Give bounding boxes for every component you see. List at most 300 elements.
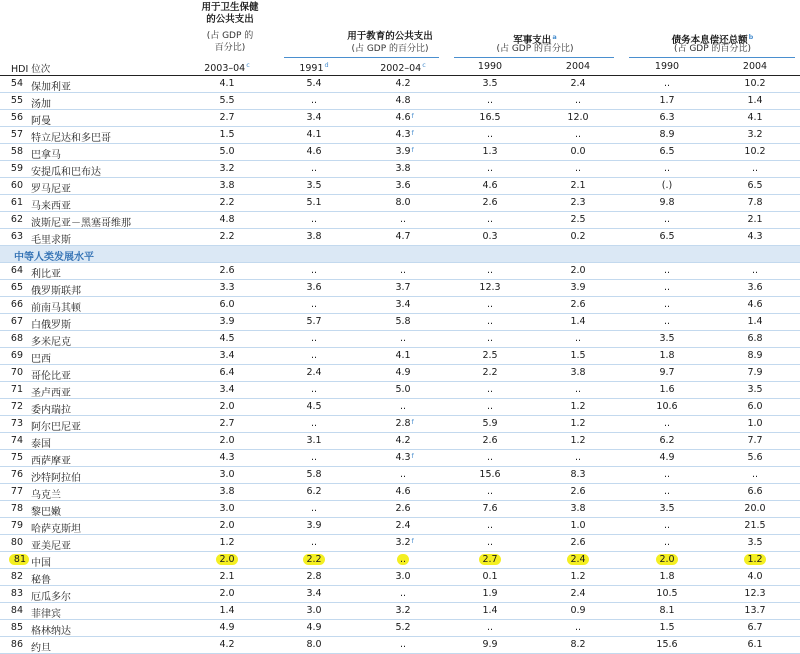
health-sub: [195, 30, 265, 54]
value: 1.4: [482, 605, 498, 616]
value: 6.6: [747, 486, 763, 497]
value-cell: [470, 537, 510, 548]
value: 3.5: [747, 537, 763, 548]
value-cell: [647, 197, 687, 208]
mil-group-line: [454, 57, 614, 58]
value-cell: [647, 231, 687, 242]
hdi-rank: 63: [10, 231, 23, 242]
value: 2.2: [219, 197, 235, 208]
debt-sub: (占 GDP 的百分比): [673, 44, 752, 54]
value-cell: [558, 588, 598, 599]
year-note: c: [246, 61, 250, 69]
value-cell: [558, 503, 598, 514]
hdi-rank: 77: [10, 486, 23, 497]
value: ..: [399, 639, 407, 650]
value: 4.9: [219, 622, 235, 633]
value: 6.2: [306, 486, 322, 497]
value: 3.0: [219, 503, 235, 514]
value: 4.2: [395, 78, 411, 89]
value-cell: [735, 129, 775, 140]
value-cell: [735, 146, 775, 157]
table-row: [0, 569, 800, 586]
value: 2.6: [570, 486, 586, 497]
table-row: [0, 603, 800, 620]
value: ..: [310, 333, 318, 344]
value-cell: [470, 282, 510, 293]
value-cell: [294, 197, 334, 208]
value: 15.6: [656, 639, 678, 650]
hdi-rank: 65: [10, 282, 23, 293]
hdi-rank: 56: [10, 112, 23, 123]
hdi-rank: 86: [10, 639, 23, 650]
value: 2.2: [482, 367, 498, 378]
value: 1.6: [659, 384, 675, 395]
value-cell: [558, 78, 598, 89]
value: ..: [486, 384, 494, 395]
value: 2.0: [216, 554, 237, 565]
value-cell: [647, 401, 687, 412]
value-cell: [558, 146, 598, 157]
value: 3.6: [306, 282, 322, 293]
value-cell: [558, 214, 598, 225]
value: 2.5: [482, 350, 498, 361]
value-cell: [647, 503, 687, 514]
debt-title-text: 债务本息偿还总额: [671, 35, 748, 46]
country-name: 罗马尼亚: [31, 184, 71, 195]
value-cell: [383, 418, 423, 429]
debt-note: b: [748, 33, 754, 41]
table-row: [0, 348, 800, 365]
value-cell: [558, 129, 598, 140]
hdi-rank: 57: [10, 129, 23, 140]
value-cell: [294, 469, 334, 480]
value-cell: [558, 571, 598, 582]
value: 4.6: [747, 299, 763, 310]
value-cell: [294, 180, 334, 191]
value-cell: [383, 588, 423, 599]
value: 3.2: [395, 605, 411, 616]
table-row: [0, 76, 800, 93]
table-row: [0, 93, 800, 110]
value: ..: [574, 163, 582, 174]
mil-note: a: [552, 33, 557, 41]
value: 4.5: [306, 401, 322, 412]
value: 6.7: [747, 622, 763, 633]
value: 4.9: [659, 452, 675, 463]
value: ..: [310, 95, 318, 106]
value-cell: [647, 537, 687, 548]
value: ..: [486, 537, 494, 548]
value-cell: [735, 401, 775, 412]
table-row: [0, 535, 800, 552]
value: 3.5: [482, 78, 498, 89]
value: ..: [310, 299, 318, 310]
table-row: [0, 161, 800, 178]
value: ..: [663, 520, 671, 531]
country-name: 安提瓜和巴布达: [31, 167, 101, 178]
value-cell: [558, 384, 598, 395]
value-cell: [383, 469, 423, 480]
value-cell: [470, 605, 510, 616]
value-cell: [735, 588, 775, 599]
value-cell: [470, 231, 510, 242]
value: 5.5: [219, 95, 235, 106]
value-cell: [735, 571, 775, 582]
value-cell: [470, 452, 510, 463]
country-name: 前南马其顿: [31, 303, 81, 314]
country-name: 亚美尼亚: [31, 541, 71, 552]
value: 4.6: [482, 180, 498, 191]
value-cell: [647, 350, 687, 361]
health-title: [195, 2, 265, 26]
value-cell: [207, 265, 247, 276]
value-cell: [207, 299, 247, 310]
table-row: [0, 365, 800, 382]
year-header: [284, 61, 344, 74]
value-cell: [647, 554, 687, 565]
value: 1.5: [570, 350, 586, 361]
value: 4.1: [747, 112, 763, 123]
value-cell: [294, 435, 334, 446]
hdi-rank: 73: [10, 418, 23, 429]
value: ..: [574, 129, 582, 140]
value-cell: [294, 163, 334, 174]
country-name: 黎巴嫩: [31, 507, 61, 518]
value: ..: [751, 469, 759, 480]
country-name: 多米尼克: [31, 337, 71, 348]
value-cell: [207, 639, 247, 650]
value: ..: [399, 333, 407, 344]
value: 5.4: [306, 78, 322, 89]
country-name: 波斯尼亚－黑塞哥维那: [31, 218, 131, 229]
value-cell: [383, 622, 423, 633]
country-name: 约旦: [31, 643, 51, 654]
value: 1.4: [747, 95, 763, 106]
table-row: [0, 450, 800, 467]
value: 12.3: [479, 282, 501, 293]
table-row: [0, 280, 800, 297]
value: 1.9: [482, 588, 498, 599]
value-cell: [470, 486, 510, 497]
value-cell: [383, 435, 423, 446]
value-cell: [735, 316, 775, 327]
value-cell: [470, 401, 510, 412]
value-cell: [294, 639, 334, 650]
value: ..: [486, 486, 494, 497]
value: 2.0: [656, 554, 677, 565]
edu-group-line: [284, 57, 439, 58]
value: ..: [663, 418, 671, 429]
value: ..: [751, 265, 759, 276]
value-cell: [647, 78, 687, 89]
value-cell: [294, 622, 334, 633]
value: 6.2: [659, 435, 675, 446]
year-label: 2004: [565, 61, 591, 72]
country-name: 秘鲁: [31, 575, 51, 586]
value: 4.6: [395, 486, 411, 497]
year-header: [197, 61, 257, 74]
value: ..: [310, 163, 318, 174]
value-cell: [470, 78, 510, 89]
value: 3.2: [747, 129, 763, 140]
value: 1.4: [747, 316, 763, 327]
value: 4.3: [747, 231, 763, 242]
value: ..: [486, 129, 494, 140]
hdi-rank: 67: [10, 316, 23, 327]
value: 3.7: [395, 282, 411, 293]
value: 3.2: [395, 537, 411, 548]
value: 3.4: [306, 112, 322, 123]
value: 4.3: [395, 452, 411, 463]
value-cell: [294, 452, 334, 463]
value-cell: [735, 384, 775, 395]
value: 12.0: [567, 112, 589, 123]
value-cell: [735, 112, 775, 123]
footnote-mark: f: [411, 146, 414, 154]
value-cell: [383, 316, 423, 327]
table-row: [0, 637, 800, 654]
country-name: 白俄罗斯: [31, 320, 71, 331]
value: 6.1: [747, 639, 763, 650]
year-label: 1991: [299, 63, 324, 74]
value-cell: [647, 180, 687, 191]
value: 2.4: [570, 78, 586, 89]
value: 2.8: [306, 571, 322, 582]
value: 5.0: [219, 146, 235, 157]
value: 3.8: [395, 163, 411, 174]
value: 1.2: [744, 554, 765, 565]
value-cell: [558, 265, 598, 276]
table-row: [0, 518, 800, 535]
country-name: 马来西亚: [31, 201, 71, 212]
hdi-rank: 59: [10, 163, 23, 174]
value: 6.0: [219, 299, 235, 310]
value-cell: [207, 588, 247, 599]
section-title: 中等人类发展水平: [14, 252, 94, 263]
country-name: 委内瑞拉: [31, 405, 71, 416]
value: 2.6: [482, 435, 498, 446]
value: 1.0: [747, 418, 763, 429]
value-cell: [207, 503, 247, 514]
hdi-rank: 80: [10, 537, 23, 548]
hdi-rank: 68: [10, 333, 23, 344]
table-row: [0, 212, 800, 229]
value-cell: [294, 605, 334, 616]
value-cell: [470, 350, 510, 361]
hdi-rank: 75: [10, 452, 23, 463]
value: 16.5: [479, 112, 501, 123]
value: ..: [397, 554, 409, 565]
value: 2.2: [303, 554, 324, 565]
value-cell: [647, 571, 687, 582]
value: ..: [663, 316, 671, 327]
value: 6.8: [747, 333, 763, 344]
table-row: [0, 552, 800, 569]
value-cell: [383, 486, 423, 497]
value-cell: [383, 350, 423, 361]
value-cell: [383, 503, 423, 514]
value-cell: [558, 95, 598, 106]
country-name: 哈萨克斯坦: [31, 524, 81, 535]
value-cell: [207, 333, 247, 344]
value: 2.8: [395, 418, 411, 429]
value-cell: [647, 146, 687, 157]
hdi-rank: 79: [10, 520, 23, 531]
value-cell: [383, 537, 423, 548]
value: 3.9: [306, 520, 322, 531]
value-cell: [470, 146, 510, 157]
value-cell: [207, 282, 247, 293]
value-cell: [647, 452, 687, 463]
value: 3.8: [219, 486, 235, 497]
table-row: [0, 314, 800, 331]
hdi-rank: 54: [10, 78, 23, 89]
value-cell: [735, 163, 775, 174]
value: 2.5: [570, 214, 586, 225]
value: ..: [486, 452, 494, 463]
value-cell: [294, 588, 334, 599]
country-name: 菲律宾: [31, 609, 61, 620]
value-cell: [558, 112, 598, 123]
health-sub-line2: 百分比): [214, 43, 246, 53]
table-row: [0, 620, 800, 637]
value: 3.0: [219, 469, 235, 480]
value-cell: [294, 214, 334, 225]
value-cell: [647, 299, 687, 310]
value-cell: [207, 537, 247, 548]
value-cell: [207, 231, 247, 242]
value: ..: [310, 265, 318, 276]
value: 8.1: [659, 605, 675, 616]
value-cell: [558, 231, 598, 242]
value-cell: [470, 299, 510, 310]
value-cell: [735, 554, 775, 565]
value: ..: [486, 265, 494, 276]
value-cell: [294, 503, 334, 514]
value-cell: [470, 418, 510, 429]
value: 5.2: [395, 622, 411, 633]
value-cell: [294, 146, 334, 157]
value: 12.3: [744, 588, 766, 599]
value: 9.7: [659, 367, 675, 378]
value-cell: [647, 520, 687, 531]
value-cell: [383, 639, 423, 650]
hdi-rank: 62: [10, 214, 23, 225]
year-label: 2004: [742, 61, 768, 72]
value-cell: [207, 214, 247, 225]
country-name: 格林纳达: [31, 626, 71, 637]
value: ..: [310, 537, 318, 548]
value: 4.7: [395, 231, 411, 242]
value: 3.5: [659, 333, 675, 344]
value: 5.1: [306, 197, 322, 208]
health-sub-line1: (占 GDP 的: [206, 31, 254, 41]
value-cell: [470, 639, 510, 650]
value: 20.0: [744, 503, 766, 514]
value: 3.8: [570, 367, 586, 378]
value-cell: [647, 639, 687, 650]
value-cell: [383, 112, 423, 123]
value-cell: [383, 299, 423, 310]
value: 6.5: [659, 231, 675, 242]
value: 2.4: [395, 520, 411, 531]
country-name: 乌克兰: [31, 490, 61, 501]
value: 2.6: [570, 537, 586, 548]
value: 10.6: [656, 401, 678, 412]
value: 2.4: [306, 367, 322, 378]
value-cell: [558, 469, 598, 480]
value-cell: [207, 95, 247, 106]
value-cell: [647, 367, 687, 378]
hdi-rank: 60: [10, 180, 23, 191]
value: ..: [486, 316, 494, 327]
value: 1.5: [219, 129, 235, 140]
value: 5.9: [482, 418, 498, 429]
value: 6.3: [659, 112, 675, 123]
year-label: 2003–04: [204, 63, 246, 74]
value: 1.5: [659, 622, 675, 633]
table-row: [0, 195, 800, 212]
value: 8.9: [659, 129, 675, 140]
country-name: 利比亚: [31, 269, 61, 280]
value-cell: [470, 503, 510, 514]
value: ..: [399, 214, 407, 225]
value: 21.5: [744, 520, 766, 531]
value-cell: [207, 180, 247, 191]
value-cell: [735, 214, 775, 225]
footnote-mark: f: [411, 537, 414, 545]
hdi-rank: 85: [10, 622, 23, 633]
value: ..: [399, 588, 407, 599]
value: 3.8: [306, 231, 322, 242]
value: 3.4: [219, 350, 235, 361]
value-cell: [383, 78, 423, 89]
value: ..: [663, 78, 671, 89]
value-cell: [470, 265, 510, 276]
value: 4.5: [219, 333, 235, 344]
hdi-rank: 69: [10, 350, 23, 361]
value: ..: [751, 163, 759, 174]
value: 5.8: [306, 469, 322, 480]
value: 2.3: [570, 197, 586, 208]
value: 4.1: [219, 78, 235, 89]
country-name: 特立尼达和多巴哥: [31, 133, 111, 144]
year-note: d: [324, 61, 329, 69]
value: 2.7: [479, 554, 500, 565]
value: 2.1: [747, 214, 763, 225]
value-cell: [735, 435, 775, 446]
value: 2.1: [219, 571, 235, 582]
value-cell: [294, 129, 334, 140]
value-cell: [647, 214, 687, 225]
value: 3.5: [659, 503, 675, 514]
value: ..: [310, 384, 318, 395]
value: 2.0: [219, 588, 235, 599]
value: 4.6: [395, 112, 411, 123]
value: 1.8: [659, 350, 675, 361]
hdi-rank: 83: [10, 588, 23, 599]
hdi-rank: 72: [10, 401, 23, 412]
value-cell: [558, 418, 598, 429]
value-cell: [558, 401, 598, 412]
value: 3.8: [219, 180, 235, 191]
value: 2.6: [482, 197, 498, 208]
value: 0.9: [570, 605, 586, 616]
value: 9.8: [659, 197, 675, 208]
value: ..: [574, 384, 582, 395]
value: 2.4: [567, 554, 588, 565]
value: 7.6: [482, 503, 498, 514]
